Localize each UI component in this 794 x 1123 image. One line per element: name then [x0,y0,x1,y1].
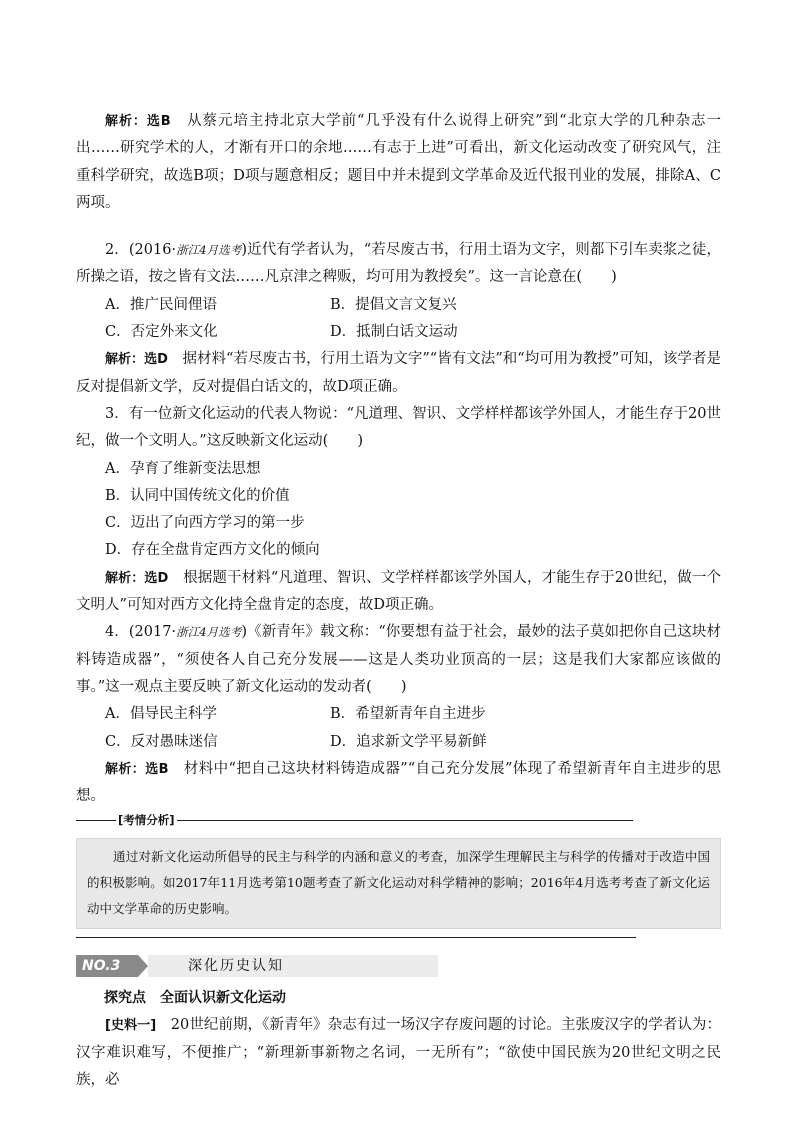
divider [76,820,116,821]
analysis-label: 解析：选B [105,761,169,777]
source-text: 20世纪前期，《新青年》杂志有过一场汉字存废问题的讨论。主张废汉字的学者认为：汉字难识难写，不便推广；“新理新事新物之名词，一无所有”；“欲使中国民族为20世纪文明之民族，必 [76,1017,721,1089]
question-2-number: 2．(2016· [105,242,177,259]
question-4-number: 4．(2017· [105,624,177,641]
question-2-stem [76,237,721,292]
option-b: B．希望新青年自主进步 [330,706,486,723]
divider [76,937,636,938]
question-2-options [76,292,721,347]
option-a: A．推广民间俚语 [105,296,217,313]
analysis-text: 材料中“把自己这块材料铸造成器”“自己充分发展”体现了希望新青年自主进步的思想。 [76,760,721,805]
option-a: A．孕育了维新变法思想 [105,460,261,477]
option-c: C．反对愚昧迷信 [105,733,218,750]
spacer [76,217,721,237]
question-4-text: )《新青年》载文称：“你要想有益于社会，最妙的法子莫如把你自己这块材料铸造成器”，“须使各人自己充分发展——这是人类功业顶高的一层；这是我们大家都应该做的事。”这一观点主要反映了新文化运动的发动者( ) [76,624,721,695]
option-d: D．抵制白话文运动 [330,324,458,341]
section-header [76,955,721,977]
kaoqing-title: [考情分析] [118,813,175,828]
option-d: D．追求新文学平易新鲜 [330,733,487,750]
option-c: C．否定外来文化 [105,324,218,341]
question-4-options [76,701,721,756]
question-4-analysis [76,756,721,811]
kaoqing-box [76,838,721,929]
source-label: [史料一] [105,1018,157,1034]
document-page [76,108,721,1094]
question-3-stem: 3．有一位新文化运动的代表人物说：“凡道理、智识、文学样样都该学外国人，才能生存于20世纪，做一个文明人。”这反映新文化运动( ) [76,405,721,450]
question-2-analysis [76,346,721,401]
analysis-1 [76,108,721,217]
kaoqing-text: 通过对新文化运动所倡导的民主与科学的内涵和意义的考查，加深学生理解民主与科学的传播对于改造中国的积极影响。如2017年11月选考第10题考查了新文化运动对科学精神的影响；2016年4月选考考查了新文化运动中文学革命的历史影响。 [87,849,710,917]
question-2-tag: 浙江4月选考 [176,243,242,258]
analysis-label: 解析：选D [105,352,168,368]
option-d: D．存在全盘肯定西方文化的倾向 [105,542,320,559]
question-4-stem [76,619,721,701]
analysis-label: 解析：选B [105,114,171,129]
section-title: 深化历史认知 [148,955,438,977]
analysis-text: 从蔡元培主持北京大学前“几乎没有什么说得上研究”到“北京大学的几种杂志一出……研究学术的人，才渐有开口的余地……有志于上进”可看出，新文化运动改变了研究风气，注重科学研究，故选B项；D项与题意相反；题目中并未提到文学革命及近代报刊业的发展，排除A、C两项。 [76,113,721,211]
subsection-title: 探究点 全面认识新文化运动 [104,990,286,1007]
option-b: B．提倡文言文复兴 [330,296,457,313]
analysis-text: 根据题干材料“凡道理、智识、文学样样都该学外国人，才能生存于20世纪，做一个文明人”可知对西方文化持全盘肯定的态度，故D项正确。 [76,569,722,614]
analysis-label: 解析：选D [105,570,169,586]
source-1 [76,1012,721,1094]
section-badge: NO.3 [76,955,138,977]
kaoqing-header [76,812,721,828]
question-3-analysis [76,565,721,620]
analysis-text: 据材料“若尽废古书，行用土语为文字”“皆有文法”和“均可用为教授”可知，该学者是反对提倡新文学，反对提倡白话文的，故D项正确。 [76,351,721,395]
question-4-tag: 浙江4月选考 [176,625,242,640]
question-2-text: )近代有学者认为，“若尽废古书，行用土语为文字，则都下引车卖浆之徒，所操之语，按之皆有文法……凡京津之稗贩，均可用为教授矣”。这一言论意在( ) [76,242,721,286]
option-c: C．迈出了向西方学习的第一步 [105,515,305,532]
divider [177,820,633,821]
badge-arrow-icon [138,955,148,977]
option-b: B．认同中国传统文化的价值 [105,487,290,504]
option-a: A．倡导民主科学 [105,706,217,723]
